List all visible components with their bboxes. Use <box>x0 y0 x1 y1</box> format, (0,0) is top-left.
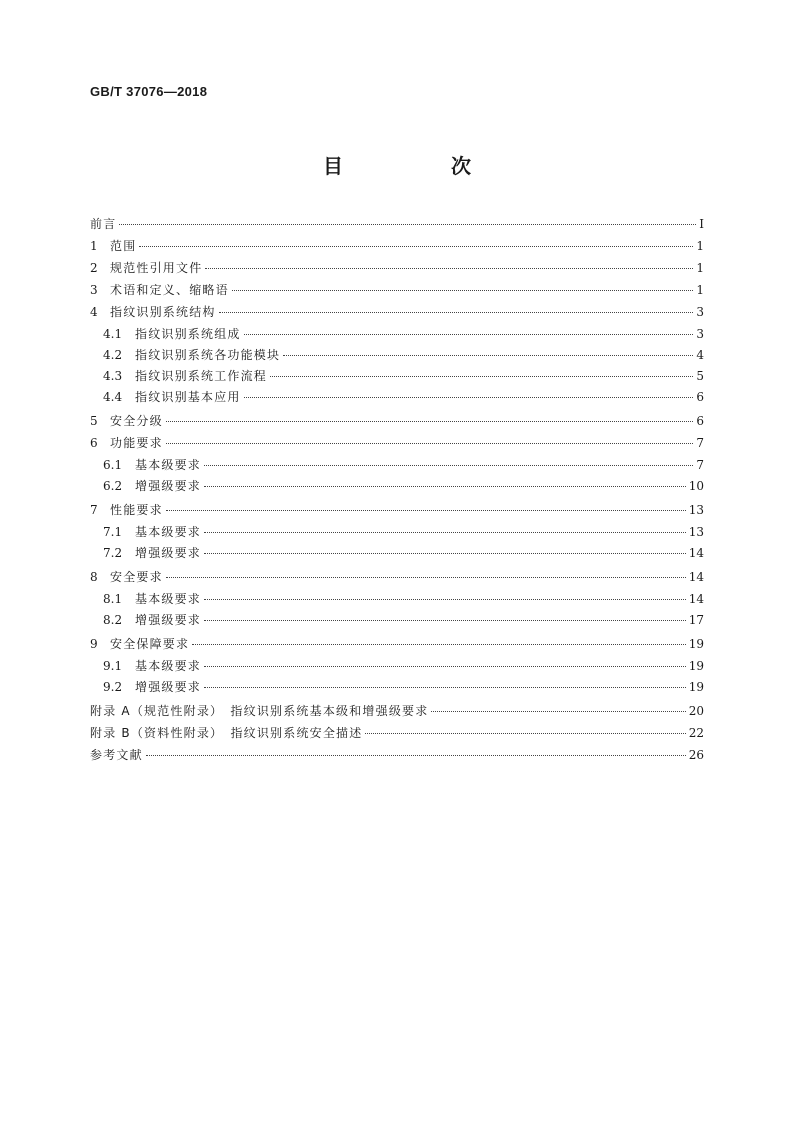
toc-subentry[interactable] <box>90 590 704 611</box>
dot-leader <box>232 290 694 291</box>
toc-entry-label: 基本级要求 <box>135 592 202 606</box>
toc-entry-number: 9.1 <box>103 659 123 673</box>
dot-leader <box>244 397 694 398</box>
toc-entry-label: 安全分级 <box>110 414 163 428</box>
toc-entry[interactable] <box>90 501 704 523</box>
toc-page-number: 7 <box>696 458 704 472</box>
toc-entry-number: 6.2 <box>103 479 123 493</box>
toc-entry-number: 8.2 <box>103 613 123 627</box>
toc-entry-number: 4.2 <box>103 348 123 362</box>
toc-entry-label: 术语和定义、缩略语 <box>110 283 229 297</box>
toc-page-number: 3 <box>696 305 704 319</box>
toc-entry-number: 8.1 <box>103 592 123 606</box>
toc-subentry[interactable] <box>90 456 704 477</box>
dot-leader <box>365 733 685 734</box>
dot-leader <box>204 666 686 667</box>
toc-subentry[interactable] <box>90 388 704 409</box>
table-of-contents <box>90 215 704 768</box>
toc-page-number: 7 <box>696 436 704 450</box>
dot-leader <box>146 755 686 756</box>
toc-entry[interactable] <box>90 724 704 746</box>
toc-entry-label: 基本级要求 <box>135 525 202 539</box>
toc-entry[interactable] <box>90 237 704 259</box>
dot-leader <box>139 246 693 247</box>
toc-entry-label: 增强级要求 <box>135 680 202 694</box>
toc-subentry[interactable] <box>90 611 704 632</box>
toc-subentry[interactable] <box>90 325 704 346</box>
toc-entry-label: 功能要求 <box>110 436 163 450</box>
dot-leader <box>204 465 693 466</box>
toc-entry-number: 3 <box>90 283 98 297</box>
toc-entry-label: 指纹识别系统工作流程 <box>135 369 268 383</box>
dot-leader <box>270 376 693 377</box>
toc-entry-number: 9 <box>90 637 98 651</box>
dot-leader <box>244 334 694 335</box>
dot-leader <box>119 224 696 225</box>
toc-entry-label: 前言 <box>90 217 117 231</box>
toc-entry-number: 4.4 <box>103 390 123 404</box>
dot-leader <box>166 443 694 444</box>
toc-entry-number: 8 <box>90 570 98 584</box>
dot-leader <box>166 577 686 578</box>
toc-subentry[interactable] <box>90 367 704 388</box>
toc-subentry[interactable] <box>90 657 704 678</box>
toc-entry[interactable] <box>90 635 704 657</box>
toc-entry-label: 基本级要求 <box>135 659 202 673</box>
dot-leader <box>205 268 693 269</box>
toc-entry-label: 安全要求 <box>110 570 163 584</box>
toc-entry[interactable] <box>90 702 704 724</box>
toc-entry[interactable] <box>90 746 704 768</box>
toc-entry-number: 7.1 <box>103 525 123 539</box>
standard-code: GB/T 37076—2018 <box>90 84 208 99</box>
toc-entry-label: 指纹识别系统组成 <box>135 327 241 341</box>
toc-entry-label: 附录 A（规范性附录） 指纹识别系统基本级和增强级要求 <box>90 704 429 718</box>
toc-entry[interactable] <box>90 434 704 456</box>
dot-leader <box>204 553 686 554</box>
dot-leader <box>431 711 685 712</box>
toc-subentry[interactable] <box>90 678 704 699</box>
dot-leader <box>204 687 686 688</box>
toc-entry-label: 基本级要求 <box>135 458 202 472</box>
toc-entry[interactable] <box>90 412 704 434</box>
toc-subentry[interactable] <box>90 523 704 544</box>
toc-entry-label: 指纹识别系统结构 <box>110 305 216 319</box>
toc-page-number: 4 <box>696 348 704 362</box>
toc-page-number: 19 <box>688 637 704 651</box>
toc-entry-number: 4.1 <box>103 327 123 341</box>
toc-page-number: 22 <box>688 726 704 740</box>
dot-leader <box>283 355 693 356</box>
toc-title: 目 次 <box>323 154 515 178</box>
toc-entry-label: 范围 <box>110 239 137 253</box>
toc-page-number: 26 <box>688 748 704 762</box>
toc-entry[interactable] <box>90 259 704 281</box>
toc-entry[interactable] <box>90 281 704 303</box>
toc-subentry[interactable] <box>90 544 704 565</box>
toc-page-number: 6 <box>696 414 704 428</box>
dot-leader <box>166 510 686 511</box>
toc-entry-label: 规范性引用文件 <box>110 261 203 275</box>
dot-leader <box>204 486 686 487</box>
toc-entry-number: 4 <box>90 305 98 319</box>
toc-subentry[interactable] <box>90 477 704 498</box>
toc-entry-label: 增强级要求 <box>135 546 202 560</box>
toc-page-number: 1 <box>696 239 704 253</box>
toc-entry[interactable] <box>90 215 704 237</box>
toc-entry[interactable] <box>90 568 704 590</box>
dot-leader <box>204 620 686 621</box>
toc-entry-label: 性能要求 <box>110 503 163 517</box>
toc-page-number: 6 <box>696 390 704 404</box>
toc-entry-label: 指纹识别基本应用 <box>135 390 241 404</box>
toc-page-number: 14 <box>688 592 704 606</box>
toc-entry-number: 9.2 <box>103 680 123 694</box>
toc-entry-label: 增强级要求 <box>135 613 202 627</box>
toc-entry-label: 附录 B（资料性附录） 指纹识别系统安全描述 <box>90 726 363 740</box>
toc-entry-number: 7 <box>90 503 98 517</box>
toc-entry-number: 4.3 <box>103 369 123 383</box>
toc-entry-label: 指纹识别系统各功能模块 <box>135 348 281 362</box>
toc-entry-number: 6 <box>90 436 98 450</box>
toc-page-number: 5 <box>696 369 704 383</box>
toc-page-number: 1 <box>696 261 704 275</box>
toc-page-number: Ⅰ <box>699 217 704 231</box>
toc-entry-number: 6.1 <box>103 458 123 472</box>
toc-entry[interactable] <box>90 303 704 325</box>
dot-leader <box>166 421 694 422</box>
dot-leader <box>219 312 694 313</box>
toc-page-number: 19 <box>688 659 704 673</box>
toc-page-number: 20 <box>688 704 704 718</box>
toc-page-number: 1 <box>696 283 704 297</box>
toc-entry-number: 5 <box>90 414 98 428</box>
dot-leader <box>192 644 686 645</box>
toc-subentry[interactable] <box>90 346 704 367</box>
toc-page-number: 19 <box>688 680 704 694</box>
toc-page-number: 13 <box>688 525 704 539</box>
toc-page-number: 14 <box>688 546 704 560</box>
dot-leader <box>204 599 686 600</box>
dot-leader <box>204 532 686 533</box>
toc-page-number: 13 <box>688 503 704 517</box>
toc-entry-number: 7.2 <box>103 546 123 560</box>
toc-page-number: 3 <box>696 327 704 341</box>
toc-entry-number: 1 <box>90 239 98 253</box>
toc-page-number: 10 <box>688 479 704 493</box>
toc-entry-label: 参考文献 <box>90 748 143 762</box>
toc-entry-label: 安全保障要求 <box>110 637 190 651</box>
toc-page-number: 14 <box>688 570 704 584</box>
toc-entry-number: 2 <box>90 261 98 275</box>
toc-entry-label: 增强级要求 <box>135 479 202 493</box>
toc-page-number: 17 <box>688 613 704 627</box>
